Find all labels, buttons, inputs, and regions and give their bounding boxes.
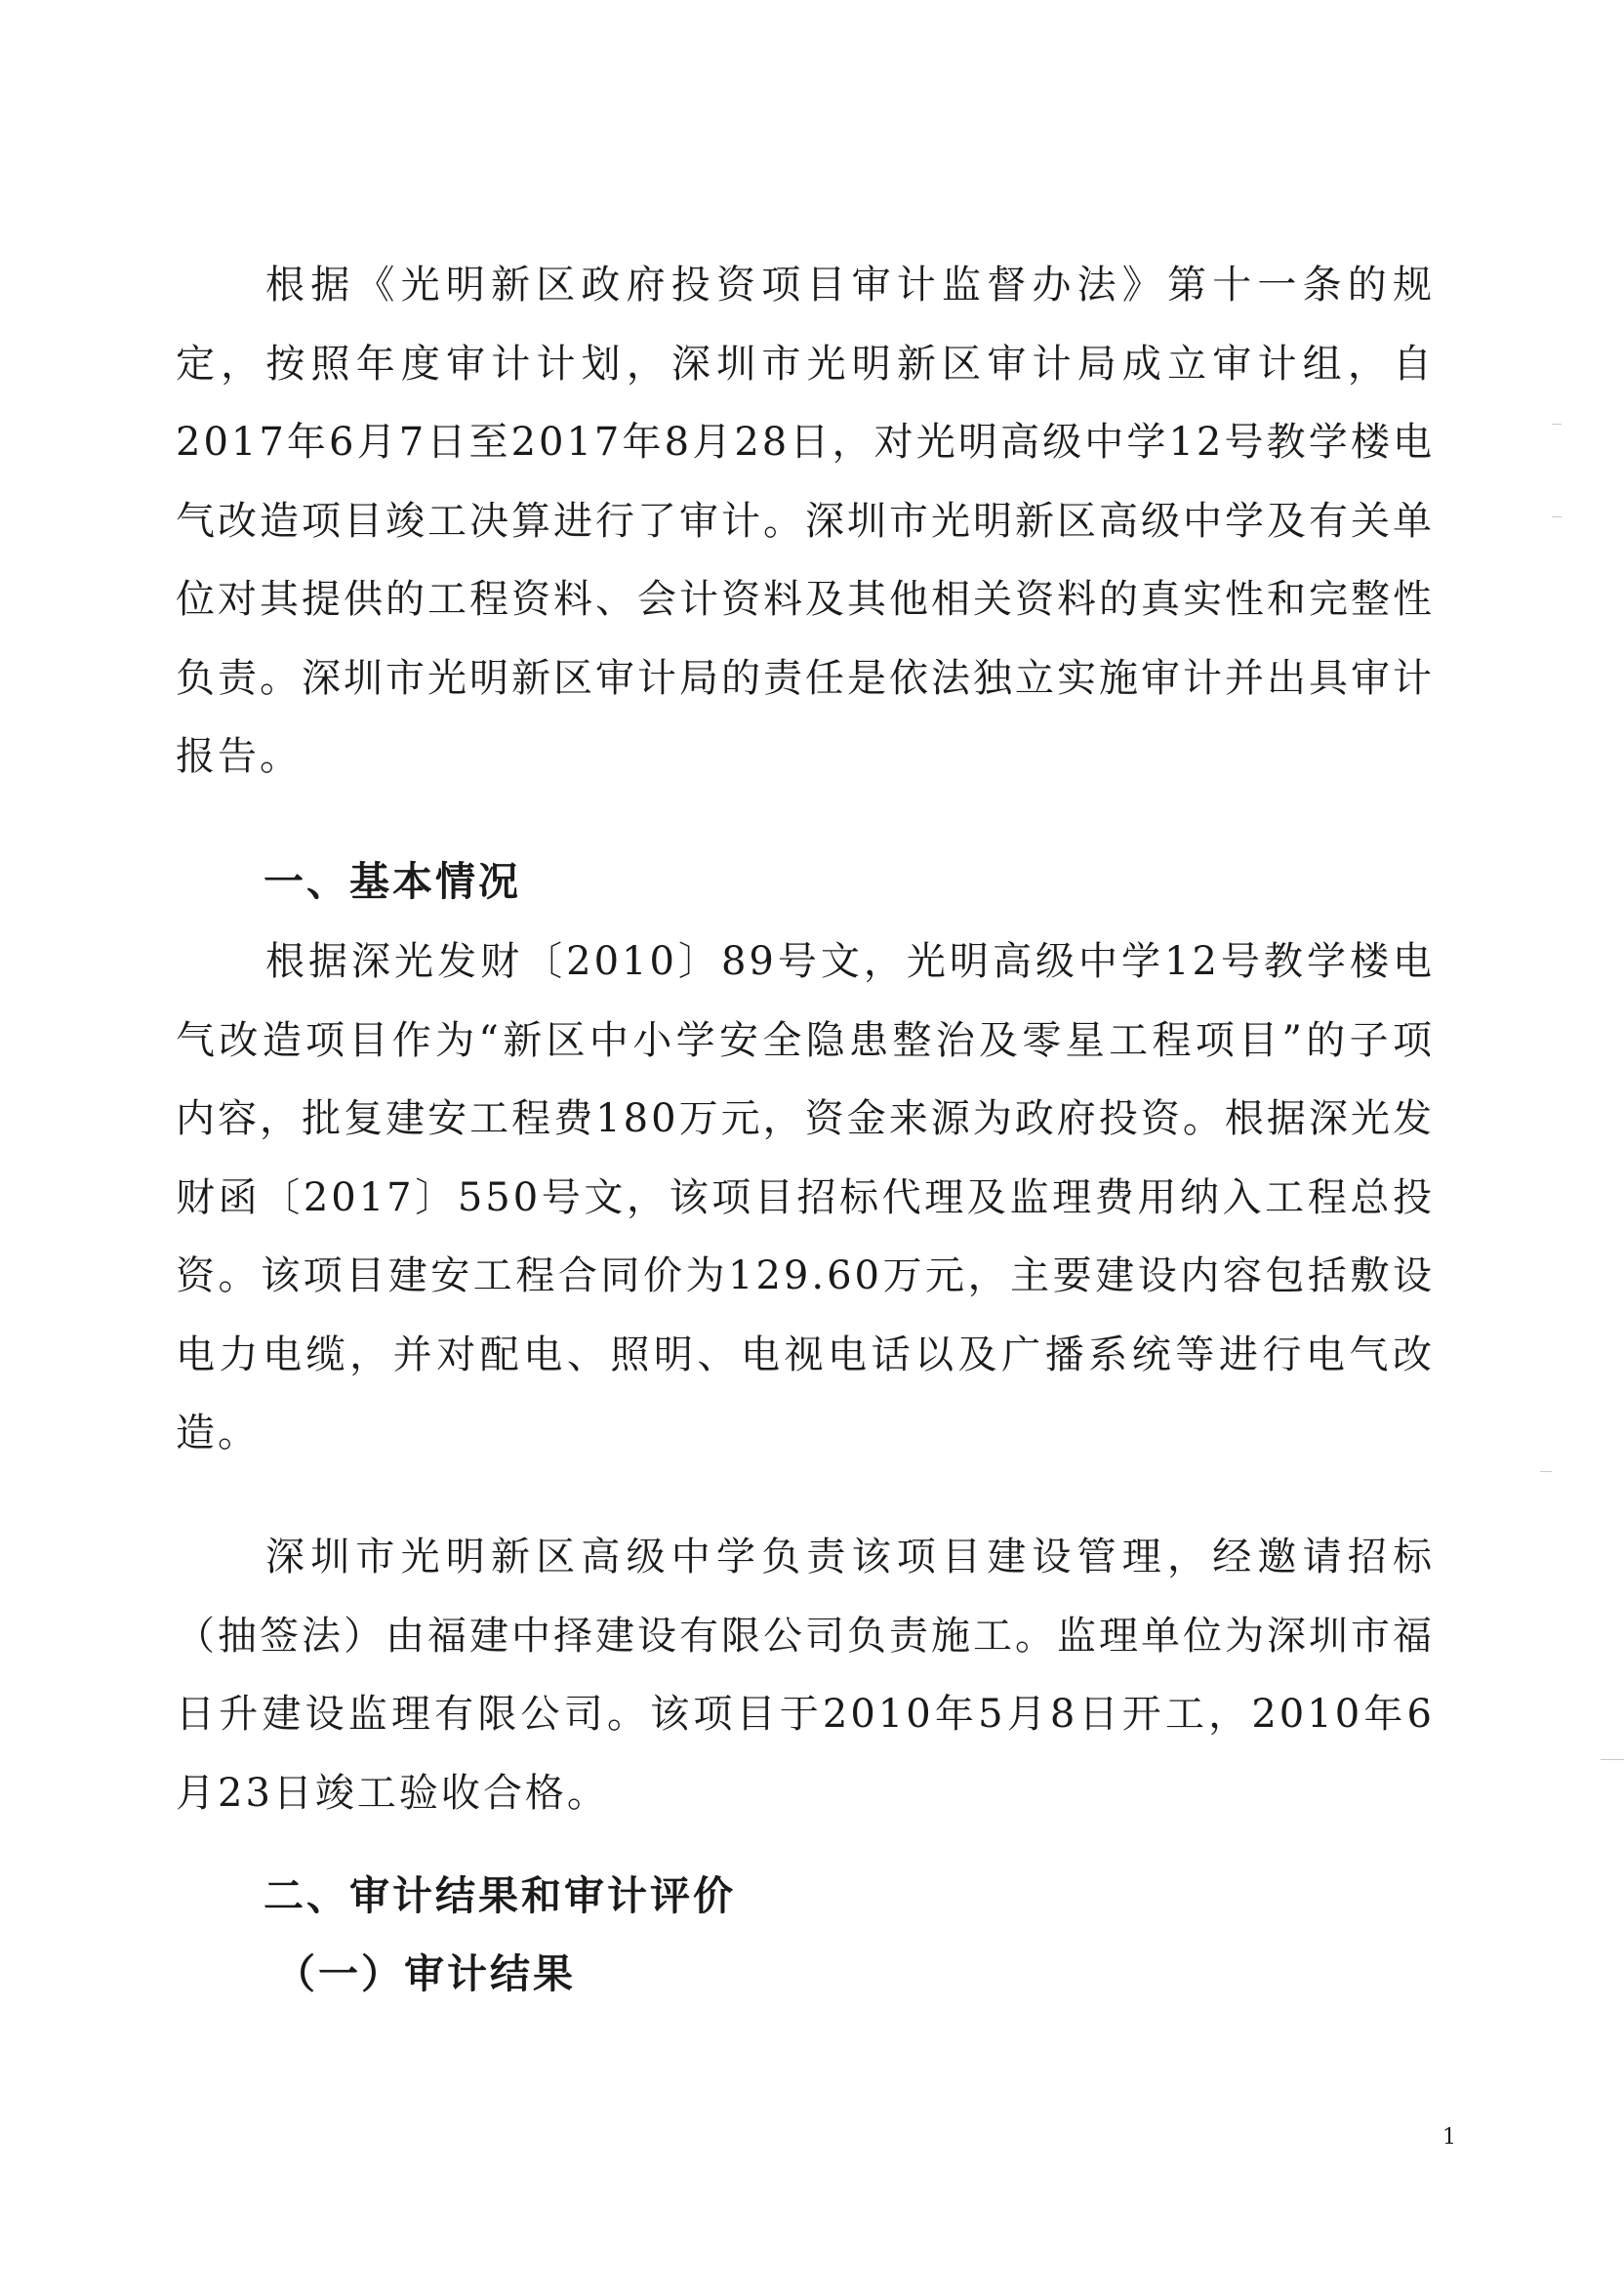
scan-artifact-mark: [1552, 424, 1562, 425]
section-heading-basic-situation: 一、基本情况: [264, 858, 521, 905]
scan-artifact-mark: [1601, 1759, 1624, 1760]
intro-paragraph: 根据《光明新区政府投资项目审计监督办法》第十一条的规定，按照年度审计计划，深圳市光明新区审计局成立审计组，自2017年6月7日至2017年8月28日，对光明高级中学12号教学楼电气改造项目竣工决算进行了审计。深圳市光明新区高级中学及有关单位对其提供的工程资料、会计资料及其他相关资料的真实性和完整性负责。深圳市光明新区审计局的责任是依法独立实施审计并出具审计报告。: [176, 263, 1435, 779]
page-number: 1: [1442, 2125, 1456, 2150]
scan-artifact-mark: [1552, 516, 1562, 517]
basic-situation-paragraph-1: 根据深光发财〔2010〕89号文，光明高级中学12号教学楼电气改造项目作为“新区中小学安全隐患整治及零星工程项目”的子项内容，批复建安工程费180万元，资金来源为政府投资。根据深光发财函〔2017〕550号文，该项目招标代理及监理费用纳入工程总投资。该项目建安工程合同价为129.60万元，主要建设内容包括敷设电力电缆，并对配电、照明、电视电话以及广播系统等进行电气改造。: [176, 939, 1435, 1456]
basic-situation-paragraph-2: 深圳市光明新区高级中学负责该项目建设管理，经邀请招标（抽签法）由福建中择建设有限公司负责施工。监理单位为深圳市福日升建设监理有限公司。该项目于2010年5月8日开工，2010年6月23日竣工验收合格。: [176, 1535, 1435, 1816]
section-heading-audit-result-evaluation: 二、审计结果和审计评价: [264, 1872, 736, 1919]
subsection-heading-audit-result: （一）审计结果: [275, 1950, 576, 1997]
scan-artifact-mark: [1540, 1471, 1552, 1472]
